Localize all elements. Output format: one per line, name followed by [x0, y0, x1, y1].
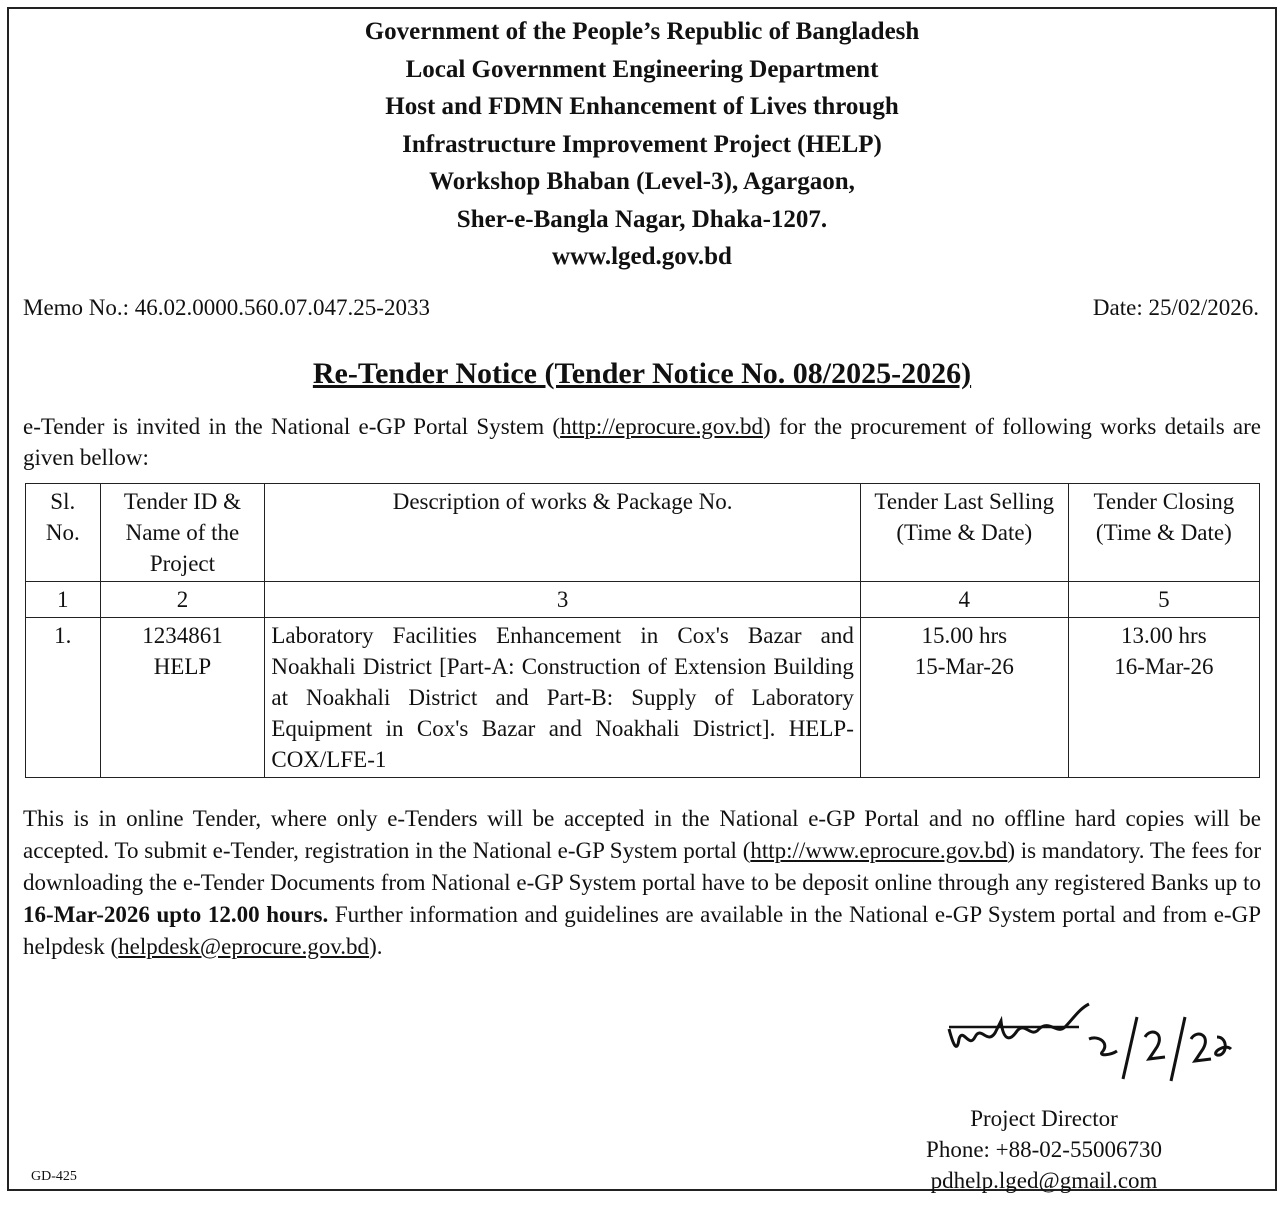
terms-text-4: ). — [369, 934, 383, 959]
row-tender-id-cell — [100, 618, 265, 778]
eprocure-www-link[interactable]: http://www.eprocure.gov.bd — [750, 838, 1008, 863]
header-department: Local Government Engineering Department — [405, 55, 879, 83]
header-project-line1: Host and FDMN Enhancement of Lives through — [385, 93, 899, 120]
terms-text-1: This is in online Tender, where only e-Tenders will be accepted in the National e-GP Portal and no offline hard copies will be accepted. To submit e-Tender, registration in the National e-GP System portal ( — [23, 806, 1261, 863]
header-government: Government of the People’s Republic of Bangladesh — [364, 18, 920, 45]
signatory-title: Project Director — [970, 1106, 1118, 1131]
row-closing-date: 16-Mar-26 — [1114, 654, 1214, 679]
eprocure-link[interactable]: http://eprocure.gov.bd — [560, 414, 763, 439]
table-row — [26, 618, 1260, 778]
header-tender-id: Tender ID & Name of the Project — [100, 484, 265, 582]
tender-notice-page — [7, 7, 1277, 1191]
header-last-selling: Tender Last Selling (Time & Date) — [860, 484, 1068, 582]
intro-text: e-Tender is invited in the National e-GP Portal System ( — [23, 414, 561, 439]
colnum-2: 2 — [100, 582, 265, 618]
header-closing: Tender Closing (Time & Date) — [1068, 484, 1259, 582]
header-project-line2: Infrastructure Improvement Project (HELP) — [402, 130, 882, 158]
colnum-4: 4 — [860, 582, 1068, 618]
signatory-email: pdhelp.lged@gmail.com — [930, 1168, 1158, 1193]
header-website: www.lged.gov.bd — [552, 243, 732, 270]
row-closing-time: 13.00 hrs — [1121, 623, 1207, 648]
office-header — [9, 9, 1275, 276]
row-closing-cell — [1068, 618, 1259, 778]
row-description: Laboratory Facilities Enhancement in Cox's Bazar and Noakhali District [Part-A: Construction of Extension Building at Noakhali District and Part-B: Supply of Laboratory Equipment in Cox's Bazar and Noakhali District]. HELP-COX/LFE-1 — [265, 618, 861, 778]
row-selling-date: 15-Mar-26 — [914, 654, 1014, 679]
row-selling-time: 15.00 hrs — [921, 623, 1008, 648]
notice-title: Re-Tender Notice (Tender Notice No. 08/2025-2026) — [312, 357, 972, 390]
memo-number: Memo No.: 46.02.0000.560.07.047.25-2033 — [23, 295, 430, 320]
signatory-phone: Phone: +88-02-55006730 — [926, 1137, 1162, 1162]
table-header-row — [26, 484, 1260, 582]
row-project: HELP — [153, 654, 212, 679]
header-description: Description of works & Package No. — [265, 484, 861, 582]
terms-text-2: ) is mandatory. The fees for downloading the e-Tender Documents from National e-GP System portal have to be deposit online through any registered Banks up to — [23, 838, 1261, 895]
signature-image — [939, 999, 1239, 1099]
row-selling-cell — [860, 618, 1068, 778]
header-sl: Sl. No. — [26, 484, 101, 582]
header-address-line1: Workshop Bhaban (Level-3), Agargaon, — [429, 168, 855, 195]
download-deadline: 16-Mar-2026 upto 12.00 hours. — [23, 902, 329, 927]
header-address-line2: Sher-e-Bangla Nagar, Dhaka-1207. — [456, 205, 828, 233]
terms-text-3: Further information and guidelines are available in the National e-GP System portal and from e-GP helpdesk ( — [23, 902, 1261, 959]
colnum-1: 1 — [26, 582, 101, 618]
table-colnum-row — [26, 582, 1260, 618]
footer-code: GD-425 — [31, 1169, 77, 1184]
memo-row — [23, 295, 1259, 321]
memo-date: Date: 25/02/2026. — [1092, 295, 1259, 320]
tender-table — [25, 483, 1260, 778]
row-tender-id: 1234861 — [142, 623, 223, 648]
intro-text-end: ) for the procurement of following works details are given bellow: — [23, 414, 1261, 470]
signatory-block — [879, 1103, 1209, 1196]
helpdesk-email-link[interactable]: helpdesk@eprocure.gov.bd — [118, 934, 370, 959]
row-sl: 1. — [26, 618, 101, 778]
colnum-5: 5 — [1068, 582, 1259, 618]
colnum-3: 3 — [265, 582, 861, 618]
terms-paragraph — [23, 803, 1261, 963]
intro-paragraph — [23, 411, 1261, 473]
